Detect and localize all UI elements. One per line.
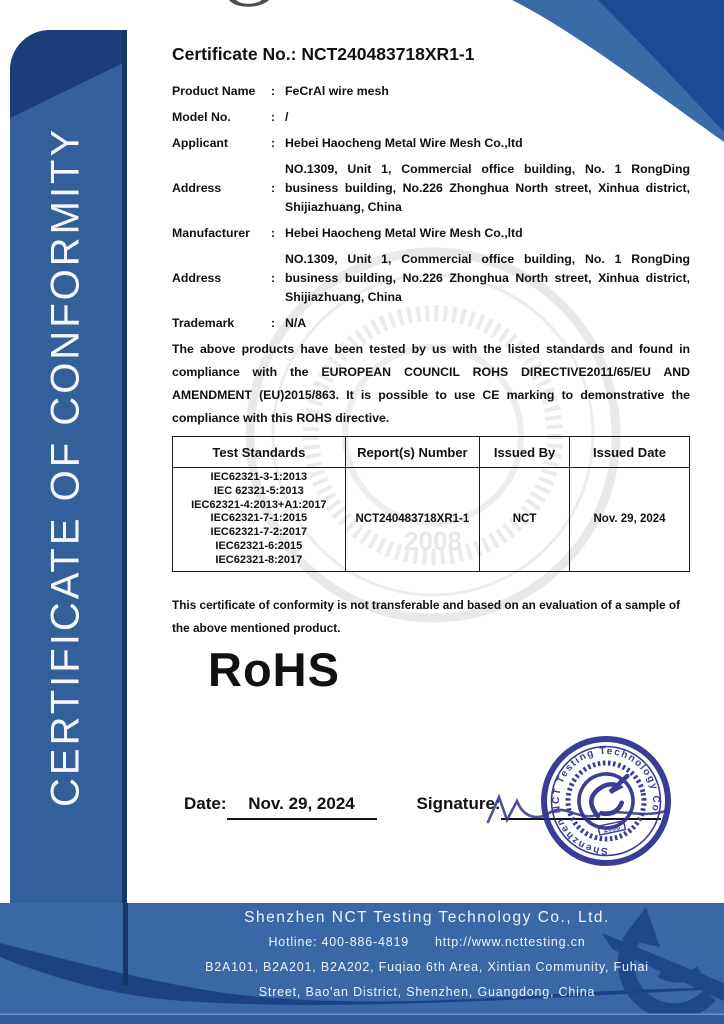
date-value: Nov. 29, 2024 <box>227 794 377 820</box>
field-row-trademark <box>172 314 690 333</box>
vertical-title: CERTIFICATE OF CONFORMITY <box>43 126 88 807</box>
standard-item: IEC62321-6:2015 <box>215 539 303 552</box>
col-report-number: Report(s) Number <box>345 437 479 468</box>
field-label: Trademark <box>172 316 235 330</box>
footer-text <box>130 903 724 1024</box>
watermark-year: 2008 <box>404 526 462 556</box>
standard-item: IEC62321-7-2:2017 <box>210 526 308 539</box>
left-band <box>10 30 127 903</box>
standard-item: IEC62321-8:2017 <box>215 553 303 566</box>
field-value: Hebei Haocheng Metal Wire Mesh Co.,ltd <box>285 136 523 150</box>
col-issued-date: Issued Date <box>570 437 690 468</box>
field-label: Product Name <box>172 84 256 98</box>
table-header-row <box>173 437 690 468</box>
field-colon: : <box>271 316 276 330</box>
field-row-applicant-address <box>172 160 690 217</box>
footer-website: http://www.ncttesting.cn <box>434 935 586 949</box>
non-transferable-note: This certificate of conformity is not transferable and based on an evaluation of a sample of the above mentioned product. <box>172 598 681 635</box>
field-label: Manufacturer <box>172 226 250 240</box>
table-row <box>173 468 690 572</box>
field-colon: : <box>271 271 276 285</box>
cell-issued-date: Nov. 29, 2024 <box>570 468 690 572</box>
field-row-product-name <box>172 82 690 101</box>
field-colon: : <box>271 110 276 124</box>
field-value: Hebei Haocheng Metal Wire Mesh Co.,ltd <box>285 226 523 240</box>
col-test-standards: Test Standards <box>173 437 346 468</box>
signature-scrawl <box>480 790 680 828</box>
standards-table <box>172 436 690 572</box>
field-value: FeCrAl wire mesh <box>285 84 389 98</box>
fields-block <box>172 82 690 340</box>
stamp-year: 2008 <box>602 822 621 835</box>
footer-divider-line <box>123 903 128 985</box>
field-colon: : <box>271 226 276 240</box>
compliance-statement: The above products have been tested by us with the listed standards and found in compliance with the EUROPEAN COUNCIL ROHS DIRECTIVE2011/65/EU AND AMENDMENT (EU)2015/863. It is possible to use CE marking to demonstrative the compliance with this ROHS directive. <box>172 342 690 425</box>
field-row-manufacturer <box>172 224 690 243</box>
field-row-manufacturer-address <box>172 250 690 307</box>
footer-address-line1: B2A101, B2A201, B2A202, Fuqiao 6th Area, Xintian Community, Fuhai <box>205 960 649 974</box>
field-colon: : <box>271 84 276 98</box>
cell-report-number: NCT240483718XR1-1 <box>345 468 479 572</box>
top-edge-mark <box>226 0 272 10</box>
cell-test-standards <box>173 468 346 572</box>
field-label: Applicant <box>172 136 229 150</box>
field-value: NO.1309, Unit 1, Commercial office building, No. 1 RongDing business building, No.226 Zhonghua North street, Xinhua district, Shijiazhuang, China <box>285 252 690 304</box>
standard-item: IEC62321-4:2013+A1:2017 <box>191 498 327 511</box>
field-value: N/A <box>285 316 307 330</box>
footer-hotline: Hotline: 400-886-4819 <box>268 935 409 949</box>
standard-item: IEC 62321-5:2013 <box>213 484 304 497</box>
field-label: Address <box>172 181 222 195</box>
field-colon: : <box>271 181 276 195</box>
field-colon: : <box>271 136 276 150</box>
field-label: Model No. <box>172 110 231 124</box>
certificate-number-heading: Certificate No.: NCT240483718XR1-1 <box>172 44 475 64</box>
footer <box>0 903 724 1024</box>
footer-company: Shenzhen NCT Testing Technology Co., Ltd. <box>244 909 610 926</box>
standard-item: IEC62321-7-1:2015 <box>210 512 308 525</box>
stamp-ring-text: Shenzhen NCT Testing Technology Co. <box>550 745 662 857</box>
footer-address-line2: Street, Bao'an District, Shenzhen, Guangdong, China <box>258 985 596 999</box>
field-value: NO.1309, Unit 1, Commercial office building, No. 1 RongDing business building, No.226 Zhonghua North street, Xinhua district, Shijiazhuang, China <box>285 162 690 214</box>
field-row-applicant <box>172 134 690 153</box>
signature-label: Signature: <box>416 794 501 813</box>
field-value: / <box>285 110 289 124</box>
date-label: Date: <box>184 794 227 813</box>
footer-contact <box>130 935 724 949</box>
rohs-mark: RoHS <box>208 643 340 696</box>
cell-issued-by: NCT <box>480 468 570 572</box>
standard-item: IEC62321-3-1:2013 <box>210 471 308 483</box>
field-label: Address <box>172 271 222 285</box>
field-row-model-no <box>172 108 690 127</box>
col-issued-by: Issued By <box>480 437 570 468</box>
